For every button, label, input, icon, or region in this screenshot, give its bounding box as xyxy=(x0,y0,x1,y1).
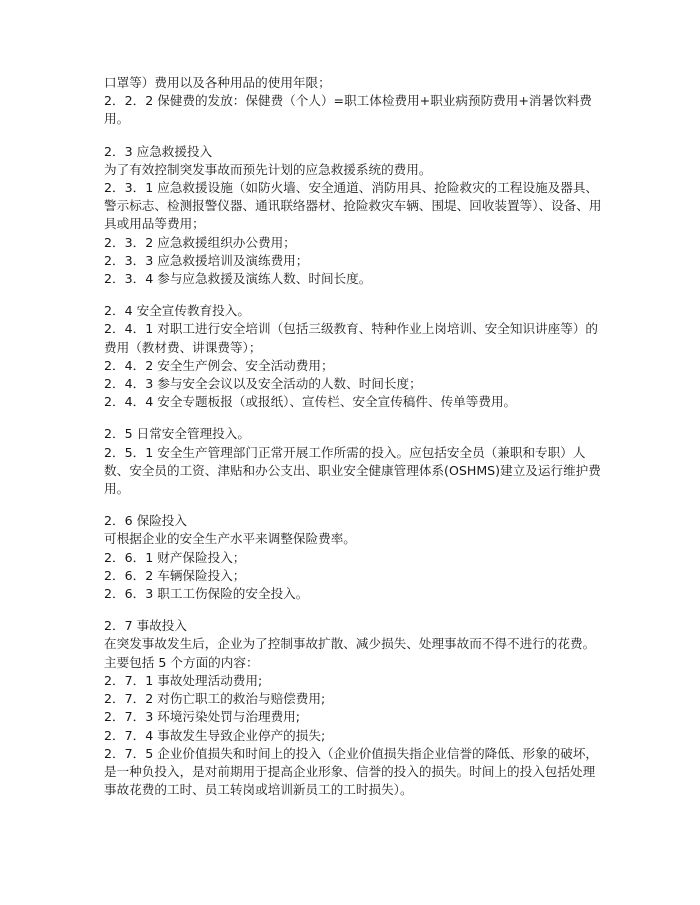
document-paragraph: 2．7．4 事故发生导致企业停产的损失; xyxy=(104,727,326,743)
document-paragraph: 2．3．3 应急救援培训及演练费用； xyxy=(104,252,309,268)
document-paragraph: 2．7．1 事故处理活动费用; xyxy=(104,672,263,688)
document-paragraph: 2．2．2 保健费的发放：保健费（个人）=职工体检费用+职业病预防费用+消暑饮料费用。 xyxy=(104,93,592,127)
document-paragraph: 2．6．1 财产保险投入； xyxy=(104,549,246,565)
document-paragraph: 2．6．2 车辆保险投入； xyxy=(104,567,246,583)
document-paragraph: 2．3 应急救援投入 xyxy=(104,143,213,159)
document-paragraph: 2．7．3 环境污染处罚与治理费用; xyxy=(104,709,301,725)
document-paragraph: 2．5 日常安全管理投入。 xyxy=(104,426,250,442)
document-paragraph: 为了有效控制突发事故而预先计划的应急救援系统的费用。 xyxy=(104,161,432,177)
document-paragraph: 2．4 安全宣传教育投入。 xyxy=(104,303,250,319)
document-body xyxy=(104,74,604,799)
paragraph-gap xyxy=(104,498,604,512)
document-paragraph: 2．3．4 参与应急救援及演练人数、时间长度。 xyxy=(104,271,372,287)
document-paragraph: 2．4．1 对职工进行安全培训（包括三级教育、特种作业上岗培训、安全知识讲座等）的费用（教材费、讲课费等）； xyxy=(104,321,599,355)
document-paragraph: 2．7．2 对伤亡职工的救治与赔偿费用; xyxy=(104,691,326,707)
document-paragraph: 2．4．4 安全专题板报（或报纸）、宣传栏、安全宣传稿件、传单等费用。 xyxy=(104,394,517,410)
paragraph-gap xyxy=(104,411,604,425)
document-paragraph: 在突发事故发生后，企业为了控制事故扩散、减少损失、处理事故而不得不进行的花费。主要包括 5 个方面的内容： xyxy=(104,636,596,670)
document-paragraph: 可根据企业的安全生产水平来调整保险费率。 xyxy=(104,531,356,547)
document-paragraph: 2．6 保险投入 xyxy=(104,513,187,529)
document-paragraph: 2．4．3 参与安全会议以及安全活动的人数、时间长度； xyxy=(104,376,422,392)
document-paragraph: 2．5．1 安全生产管理部门正常开展工作所需的投入。应包括安全员（兼职和专职）人数、安全员的工资、津贴和办公支出、职业安全健康管理体系(OSHMS)建立及运行维护费用。 xyxy=(104,444,601,497)
document-paragraph: 2．6．3 职工工伤保险的安全投入。 xyxy=(104,586,309,602)
document-paragraph: 口罩等）费用以及各种用品的使用年限； xyxy=(104,75,331,90)
document-paragraph: 2．3．1 应急救援设施（如防火墙、安全通道、消防用具、抢险救灾的工程设施及器具、警示标志、检测报警仪器、通讯联络器材、抢险救灾车辆、围堤、回收装置等）、设备、用具或用品等费用； xyxy=(104,180,602,232)
document-paragraph: 2．7 事故投入 xyxy=(104,618,187,634)
document-paragraph: 2．4．2 安全生产例会、安全活动费用； xyxy=(104,357,334,373)
paragraph-gap xyxy=(104,603,604,617)
paragraph-gap xyxy=(104,129,604,143)
paragraph-gap xyxy=(104,288,604,302)
document-paragraph: 2．7．5 企业价值损失和时间上的投入（企业价值损失指企业信誉的降低、形象的破坏，是一种负投入，是对前期用于提高企业形象、信誉的投入的损失。时间上的投入包括处理事故花费的工时、员工转岗或培训新员工的工时损失）。 xyxy=(104,745,599,798)
document-paragraph: 2．3．2 应急救援组织办公费用； xyxy=(104,234,296,250)
